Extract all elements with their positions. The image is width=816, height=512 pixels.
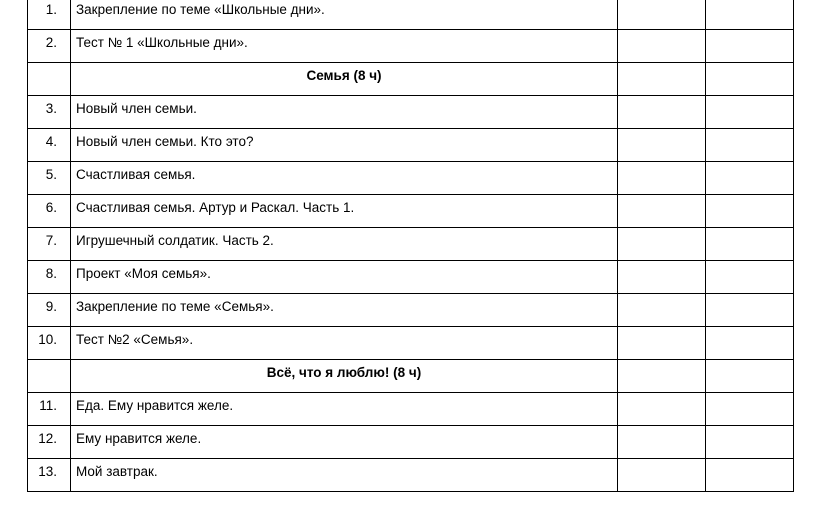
lesson-plan-body: [28, 0, 794, 492]
lesson-topic: Новый член семьи. Кто это?: [71, 129, 618, 162]
lesson-number: 2.: [28, 30, 71, 63]
lesson-plan-table: [27, 0, 794, 492]
lesson-topic: Проект «Моя семья».: [71, 261, 618, 294]
section-title: Семья (8 ч): [71, 63, 618, 96]
date-plan-cell: [618, 63, 706, 96]
lesson-row: [28, 327, 794, 360]
lesson-topic: Ему нравится желе.: [71, 426, 618, 459]
lesson-row: [28, 261, 794, 294]
lesson-number: 3.: [28, 96, 71, 129]
lesson-topic: Новый член семьи.: [71, 96, 618, 129]
lesson-row: [28, 393, 794, 426]
lesson-row: [28, 294, 794, 327]
date-plan-cell: [618, 129, 706, 162]
lesson-row: [28, 195, 794, 228]
lesson-number: 10.: [28, 327, 71, 360]
section-number-cell: [28, 360, 71, 393]
lesson-topic: Игрушечный солдатик. Часть 2.: [71, 228, 618, 261]
date-fact-cell: [706, 459, 794, 492]
date-fact-cell: [706, 63, 794, 96]
date-plan-cell: [618, 327, 706, 360]
date-plan-cell: [618, 0, 706, 30]
date-fact-cell: [706, 162, 794, 195]
date-fact-cell: [706, 129, 794, 162]
lesson-topic: Тест № 1 «Школьные дни».: [71, 30, 618, 63]
date-fact-cell: [706, 426, 794, 459]
date-fact-cell: [706, 30, 794, 63]
date-plan-cell: [618, 96, 706, 129]
date-fact-cell: [706, 96, 794, 129]
lesson-number: 4.: [28, 129, 71, 162]
date-plan-cell: [618, 360, 706, 393]
date-plan-cell: [618, 393, 706, 426]
date-fact-cell: [706, 393, 794, 426]
lesson-row: [28, 228, 794, 261]
section-header-row: [28, 360, 794, 393]
lesson-number: 8.: [28, 261, 71, 294]
date-fact-cell: [706, 360, 794, 393]
lesson-topic: Закрепление по теме «Семья».: [71, 294, 618, 327]
date-plan-cell: [618, 294, 706, 327]
lesson-row: [28, 459, 794, 492]
section-number-cell: [28, 63, 71, 96]
date-fact-cell: [706, 228, 794, 261]
lesson-row: [28, 0, 794, 30]
lesson-number: 1.: [28, 0, 71, 30]
date-fact-cell: [706, 294, 794, 327]
date-plan-cell: [618, 195, 706, 228]
lesson-row: [28, 30, 794, 63]
lesson-number: 9.: [28, 294, 71, 327]
lesson-row: [28, 426, 794, 459]
lesson-row: [28, 129, 794, 162]
date-plan-cell: [618, 162, 706, 195]
lesson-topic: Счастливая семья.: [71, 162, 618, 195]
date-fact-cell: [706, 327, 794, 360]
lesson-number: 6.: [28, 195, 71, 228]
date-plan-cell: [618, 228, 706, 261]
lesson-topic: Еда. Ему нравится желе.: [71, 393, 618, 426]
lesson-topic: Счастливая семья. Артур и Раскал. Часть 1.: [71, 195, 618, 228]
lesson-topic: Тест №2 «Семья».: [71, 327, 618, 360]
lesson-number: 7.: [28, 228, 71, 261]
date-plan-cell: [618, 426, 706, 459]
date-fact-cell: [706, 0, 794, 30]
lesson-number: 12.: [28, 426, 71, 459]
lesson-number: 11.: [28, 393, 71, 426]
lesson-topic: Мой завтрак.: [71, 459, 618, 492]
lesson-row: [28, 162, 794, 195]
section-title: Всё, что я люблю! (8 ч): [71, 360, 618, 393]
date-plan-cell: [618, 459, 706, 492]
date-plan-cell: [618, 261, 706, 294]
date-plan-cell: [618, 30, 706, 63]
lesson-row: [28, 96, 794, 129]
date-fact-cell: [706, 195, 794, 228]
section-header-row: [28, 63, 794, 96]
lesson-number: 13.: [28, 459, 71, 492]
date-fact-cell: [706, 261, 794, 294]
lesson-number: 5.: [28, 162, 71, 195]
lesson-topic: Закрепление по теме «Школьные дни».: [71, 0, 618, 30]
